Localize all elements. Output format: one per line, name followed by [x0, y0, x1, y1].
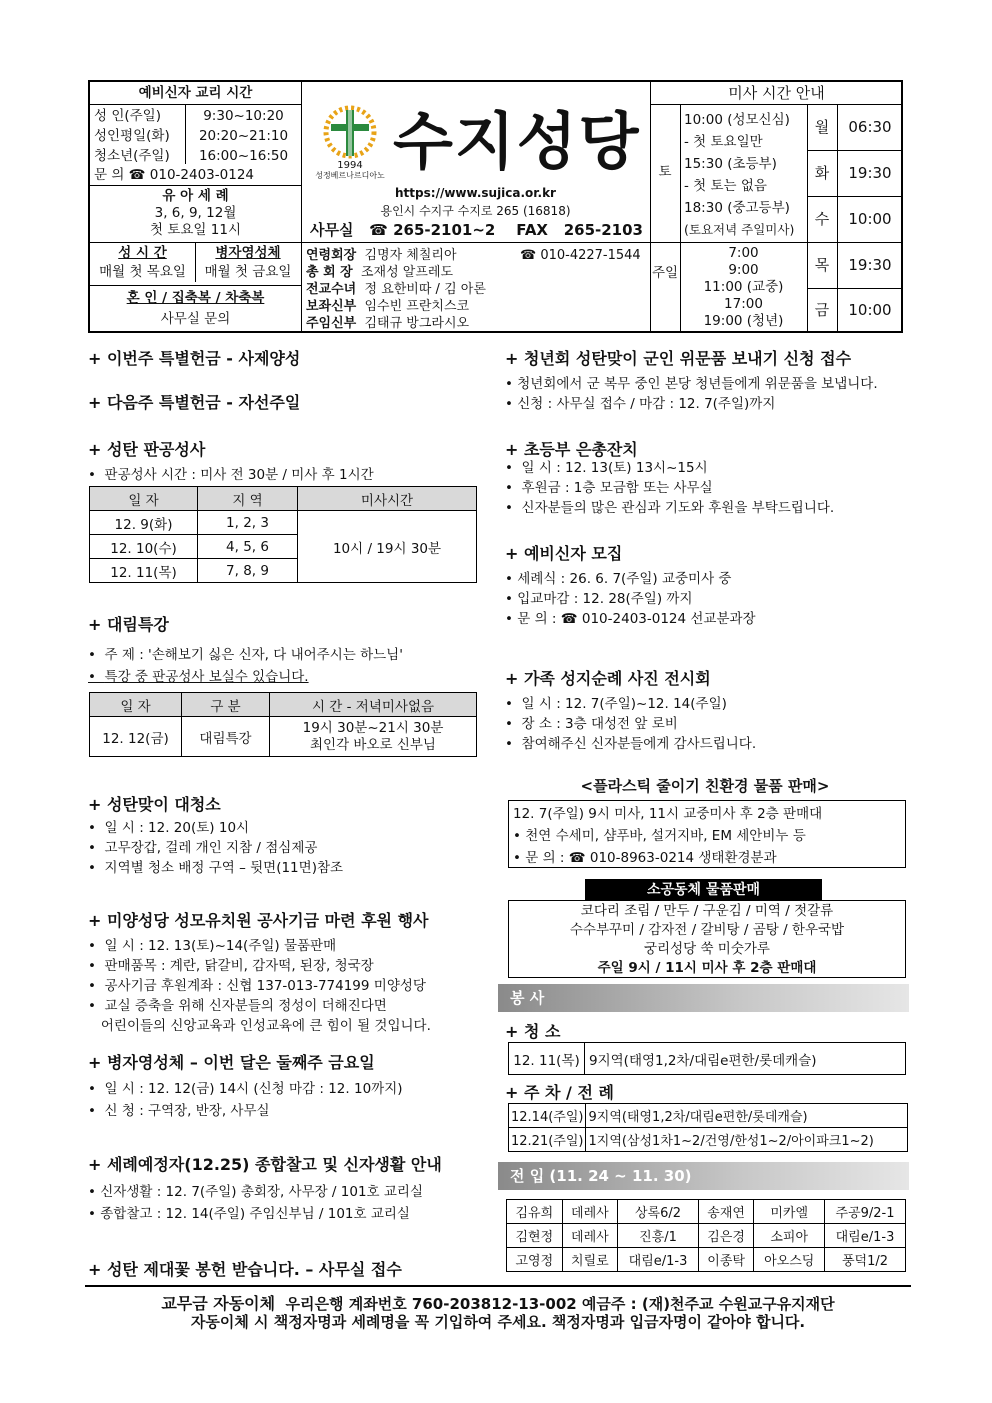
bullet-list — [88, 818, 343, 878]
divider — [90, 285, 301, 286]
table-cell: 대림e/1-3 — [824, 1224, 905, 1248]
phone-icon: ☎ — [520, 248, 541, 263]
parish-url[interactable]: https://www.sujica.or.kr — [395, 186, 556, 200]
catechism-label: 청소년(주일) — [94, 148, 170, 164]
list-item: • 종합찰고 : 12. 14(주일) 주임신부님 / 101호 교리실 — [88, 1206, 410, 1222]
founded-year: 1994 — [337, 160, 363, 171]
saturday-times — [684, 109, 794, 241]
parking-table — [508, 1103, 908, 1152]
staff-role: 총 회 장 — [306, 265, 353, 280]
mass-time: 18:30 (중고등부) — [684, 200, 790, 216]
parish-address: 용인시 수지구 수지로 265 (16818) — [380, 204, 571, 218]
mass-note: - 첫 토는 없음 — [684, 178, 767, 194]
staff-name: 정 요한비따 / 김 아론 — [364, 282, 486, 297]
plastic-line: 12. 7(주일) 9시 미사, 11시 교중미사 후 2층 판매대 — [513, 806, 823, 822]
confession-title: 성 시 간 — [118, 245, 167, 261]
table-cell: 아오스딩 — [754, 1248, 825, 1272]
mass-note: - 첫 토요일만 — [684, 134, 763, 150]
plastic-title: <플라스틱 줄이기 친환경 물품 판매> — [580, 777, 830, 795]
contact-phone: 010-2403-0124 — [149, 167, 255, 183]
catechism-time: 20:20~21:10 — [198, 128, 289, 144]
community-title: 소공동체 물품판매 — [585, 879, 822, 901]
table-cell: 1지역(삼성1차1~2/건영/한성1~2/아이파크1~2) — [586, 1128, 908, 1152]
staff-name: 김태규 방그라시오 — [364, 316, 470, 331]
section-title: + 미양성당 성모유치원 공사기금 마련 후원 행사 — [88, 911, 429, 930]
table-cell: 1, 2, 3 — [198, 511, 298, 535]
community-line: 코다리 조림 / 만두 / 구운김 / 미역 / 젓갈류 — [580, 903, 834, 919]
parish-logo — [315, 104, 385, 184]
section-title: + 다음주 특별헌금 - 자선주일 — [88, 393, 301, 412]
plastic-line: • 문 의 : ☎ 010-8963-0214 생태환경분과 — [513, 850, 777, 866]
list-item: • 장 소 : 3층 대성전 앞 로비 — [505, 716, 678, 732]
divider — [807, 150, 903, 151]
list-item: • 공사기금 후원계좌 : 신협 137-013-774199 미양성당 — [88, 978, 426, 994]
contact-label: 문 의 — [94, 167, 125, 183]
staff-role: 보좌신부 — [306, 299, 357, 314]
bullet-list — [505, 694, 756, 754]
office-phone: 265-2101~2 — [393, 221, 496, 239]
section-title: + 초등부 은총잔치 — [505, 440, 638, 459]
staff-name: 임수빈 프란치스코 — [364, 299, 470, 314]
weekday-label: 금 — [814, 301, 830, 319]
list-item: • 참여해주신 신자분들에게 감사드립니다. — [505, 736, 757, 752]
list-item: 어린이들의 신앙교육과 인성교육에 큰 힘이 될 것입니다. — [100, 1018, 431, 1034]
list-item: • 문 의 : ☎ 010-2403-0124 선교분과장 — [505, 611, 756, 627]
list-item: • 후원금 : 1층 모금함 또는 사무실 — [505, 480, 713, 496]
table-cell: 김현정 — [507, 1224, 563, 1248]
office-contact — [310, 220, 643, 240]
transfer-bar: 전 입 (11. 24 ~ 11. 30) — [498, 1162, 909, 1190]
phone-icon: ☎ — [128, 167, 150, 183]
footer-account: 우리은행 계좌번호 760-203812-13-002 예금주 : (재)천주교 수원교구유지재단 — [285, 1295, 835, 1313]
list-item: • 세례식 : 26. 6. 7(주일) 교중미사 중 — [505, 571, 732, 587]
weekday-time: 19:30 — [848, 256, 892, 274]
catechism-time: 9:30~10:20 — [203, 108, 284, 124]
staff-phone-number: 010-4227-1544 — [540, 248, 641, 263]
mass-time: 17:00 — [724, 296, 763, 312]
footer-line-2: 자동이체 시 책정자명과 세례명을 꼭 기입하여 주세요. 책정자명과 입금자명이 같아야 합니다. — [190, 1313, 806, 1331]
list-item: • 지역별 청소 배정 구역 – 뒷면(11면)참조 — [88, 860, 344, 876]
table-row — [509, 1128, 908, 1152]
bullet-list — [88, 644, 403, 688]
section-title: + 성탄 제대꽃 봉헌 받습니다. – 사무실 접수 — [88, 1260, 402, 1279]
table-cell: 12. 12(금) — [90, 717, 182, 757]
column-header: 일 자 — [90, 487, 198, 511]
weekday-time: 10:00 — [848, 301, 892, 319]
weekday-label: 수 — [814, 210, 830, 228]
divider — [650, 242, 807, 243]
table-cell: 송재연 — [698, 1200, 754, 1224]
catechism-title: 예비신자 교리 시간 — [138, 85, 253, 101]
staff-name: 김명자 체칠리아 — [364, 248, 457, 263]
wedding-title: 혼 인 / 집축복 / 차축복 — [126, 290, 265, 306]
lecture-table — [89, 692, 477, 757]
phone-icon: ☎ — [358, 221, 394, 239]
divider — [90, 185, 301, 186]
sick-communion-title: 병자영성체 — [215, 245, 281, 261]
section-title: + 이번주 특별헌금 - 사제양성 — [88, 349, 301, 368]
infant-baptism-months: 3, 6, 9, 12월 — [154, 205, 237, 221]
plastic-box — [508, 800, 906, 868]
table-cell: 12.14(주일) — [509, 1104, 586, 1128]
catechism-contact — [94, 167, 254, 184]
table-cell: 데레사 — [562, 1224, 618, 1248]
fax-number: 265-2103 — [563, 221, 643, 239]
table-cell: 대림e/1-3 — [618, 1248, 699, 1272]
confession-when: 매월 첫 목요일 — [99, 264, 186, 280]
list-item: • 주 제 : '손해보기 싫은 신자, 다 내어주시는 하느님' — [88, 647, 403, 663]
list-item: • 신 청 : 구역장, 반장, 사무실 — [88, 1103, 270, 1119]
divider — [301, 242, 650, 243]
community-box — [508, 900, 906, 978]
community-line: 궁리성당 쑥 미숫가루 — [644, 941, 770, 957]
section-title: + 병자영성체 – 이번 달은 둘째주 금요일 — [88, 1053, 375, 1072]
table-cell: 10시 / 19시 30분 — [298, 511, 477, 583]
community-line: 수수부꾸미 / 감자전 / 갈비탕 / 곰탕 / 한우국밥 — [569, 922, 845, 938]
list-item: • 신자생활 : 12. 7(주일) 총회장, 사무장 / 101호 교리실 — [88, 1184, 423, 1200]
list-item: • 신자분들의 많은 관심과 기도와 후원을 부탁드립니다. — [505, 500, 835, 516]
bullet-list — [505, 569, 756, 629]
community-line: 주일 9시 / 11시 미사 후 2층 판매대 — [597, 960, 817, 976]
mass-note: (토요저녁 주일미사) — [684, 222, 795, 237]
list-item: • 판공성사 시간 : 미사 전 30분 / 미사 후 1시간 — [88, 467, 374, 483]
lecture-speaker: 최인각 바오로 신부님 — [310, 736, 436, 753]
list-item: • 일 시 : 12. 13(토)~14(주일) 물품판매 — [88, 938, 337, 954]
staff-role: 연령회장 — [306, 248, 357, 263]
table-cell: 데레사 — [562, 1200, 618, 1224]
table-cell: 9지역(태영1,2차/대림e편한/롯데캐슬) — [585, 1043, 906, 1075]
infant-baptism-when: 첫 토요일 11시 — [150, 222, 241, 238]
list-item: • 일 시 : 12. 7(주일)~12. 14(주일) — [505, 696, 727, 712]
patron-name: 성정베르나르디아노 — [315, 171, 385, 180]
table-row — [509, 1104, 908, 1128]
sick-communion-when: 매월 첫 금요일 — [204, 264, 292, 280]
staff-list — [306, 247, 486, 332]
table-cell: 12. 11(목) — [509, 1043, 585, 1075]
list-item: • 교실 증축을 위해 신자분들의 정성이 더해진다면 — [88, 998, 387, 1014]
fax-label: FAX — [516, 221, 548, 239]
header-box — [88, 80, 903, 333]
table-cell: 9지역(태영1,2차/대림e편한/롯데캐슬) — [586, 1104, 908, 1128]
section-title: + 대림특강 — [88, 615, 169, 634]
lecture-time: 19시 30분~21시 30분 — [302, 719, 444, 736]
bullet-list — [505, 458, 834, 518]
table-cell: 김은경 — [698, 1224, 754, 1248]
plastic-line: • 천연 수세미, 샴푸바, 설거지바, EM 세안비누 등 — [513, 828, 806, 844]
table-row — [507, 1224, 906, 1248]
bullet-list — [88, 1181, 423, 1225]
column-header: 구 분 — [182, 693, 270, 717]
cross-icon — [315, 104, 385, 164]
table-row — [507, 1248, 906, 1272]
table-cell: 4, 5, 6 — [198, 535, 298, 559]
divider — [650, 104, 903, 105]
section-title: + 청 소 — [505, 1022, 561, 1041]
weekday-label: 화 — [814, 164, 830, 182]
section-title: + 청년회 성탄맞이 군인 위문품 보내기 신청 접수 — [505, 349, 852, 368]
table-cell: 진흥/1 — [618, 1224, 699, 1248]
section-title: + 주 차 / 전 례 — [505, 1083, 614, 1102]
mass-time: 10:00 (성모신심) — [684, 112, 790, 128]
divider — [807, 242, 903, 243]
confession-table — [89, 486, 477, 583]
section-title: + 성탄맞이 대청소 — [88, 795, 221, 814]
weekday-label: 목 — [814, 256, 830, 274]
catechism-label: 성인평일(화) — [94, 128, 170, 144]
staff-name: 조재성 알프레도 — [361, 265, 454, 280]
table-cell: 고영정 — [507, 1248, 563, 1272]
catechism-time: 16:00~16:50 — [198, 148, 289, 164]
table-cell: 이종탁 — [698, 1248, 754, 1272]
staff-role: 전교수녀 — [306, 282, 357, 297]
mass-title: 미사 시간 안내 — [728, 84, 825, 102]
mass-time: 19:00 (청년) — [703, 313, 784, 329]
list-item: • 특강 중 판공성사 보실수 있습니다. — [88, 669, 309, 685]
weekday-label: 월 — [814, 118, 830, 136]
list-item: • 고무장갑, 걸레 개인 지참 / 점심제공 — [88, 840, 318, 856]
section-title: + 세례예정자(12.25) 종합찰고 및 신자생활 안내 — [88, 1155, 442, 1174]
cleaning-table — [508, 1042, 906, 1075]
footer-title: 교무금 자동이체 — [161, 1294, 276, 1313]
table-cell — [270, 717, 477, 757]
staff-phone — [520, 247, 641, 264]
table-cell: 12.21(주일) — [509, 1128, 586, 1152]
table-row — [509, 1043, 906, 1075]
table-cell: 소피아 — [754, 1224, 825, 1248]
service-bar: 봉 사 — [498, 984, 909, 1012]
infant-baptism-title: 유 아 세 례 — [162, 188, 229, 204]
table-row — [90, 717, 477, 757]
table-cell: 12. 9(화) — [90, 511, 198, 535]
mass-time: 7:00 — [728, 245, 759, 261]
footer-line-1 — [85, 1294, 911, 1314]
table-cell: 12. 11(목) — [90, 559, 198, 583]
parish-name: 수지성당 — [393, 105, 641, 178]
column-header: 시 간 - 저녁미사없음 — [270, 693, 477, 717]
table-cell: 대림특강 — [182, 717, 270, 757]
column-header: 일 자 — [90, 693, 182, 717]
mass-time: 15:30 (초등부) — [684, 156, 777, 172]
table-cell: 12. 10(수) — [90, 535, 198, 559]
table-cell: 상록6/2 — [618, 1200, 699, 1224]
mass-time: 11:00 (교중) — [703, 279, 784, 295]
bullet-list — [88, 465, 374, 485]
weekday-time: 19:30 — [848, 164, 892, 182]
table-cell: 미카엘 — [754, 1200, 825, 1224]
list-item: • 일 시 : 12. 12(금) 14시 (신청 마감 : 12. 10까지) — [88, 1081, 403, 1097]
table-row — [507, 1200, 906, 1224]
bullet-list — [88, 936, 431, 1036]
bullet-list — [88, 1078, 403, 1122]
section-title: + 예비신자 모집 — [505, 544, 623, 563]
transfer-table — [506, 1199, 906, 1272]
divider — [650, 82, 651, 333]
wedding-when: 사무실 문의 — [160, 311, 231, 327]
list-item: • 판매품목 : 계란, 닭갈비, 감자떡, 된장, 청국장 — [88, 958, 374, 974]
office-label: 사무실 — [310, 221, 354, 239]
sunday-times — [680, 245, 807, 330]
table-cell: 풍덕1/2 — [824, 1248, 905, 1272]
divider — [90, 104, 301, 105]
footer-divider — [85, 1285, 911, 1287]
table-cell: 김유희 — [507, 1200, 563, 1224]
list-item: • 일 시 : 12. 20(토) 10시 — [88, 820, 250, 836]
staff-role: 주임신부 — [306, 316, 357, 331]
column-header: 미사시간 — [298, 487, 477, 511]
divider — [807, 288, 903, 289]
mass-saturday-label: 토 — [658, 164, 672, 180]
community-lines — [509, 902, 905, 978]
weekday-time: 10:00 — [848, 210, 892, 228]
column-header: 지 역 — [198, 487, 298, 511]
list-item: • 신청 : 사무실 접수 / 마감 : 12. 7(주일)까지 — [505, 396, 776, 412]
mass-sunday-label: 주일 — [651, 265, 679, 281]
section-title: + 가족 성지순례 사진 전시회 — [505, 669, 711, 688]
catechism-label: 성 인(주일) — [94, 108, 161, 124]
section-title: + 성탄 판공성사 — [88, 440, 206, 459]
plastic-lines — [513, 803, 822, 869]
table-row — [90, 511, 477, 535]
list-item: • 일 시 : 12. 13(토) 13시~15시 — [505, 460, 708, 476]
list-item: • 입교마감 : 12. 28(주일) 까지 — [505, 591, 693, 607]
divider — [807, 196, 903, 197]
table-cell: 주공9/2-1 — [824, 1200, 905, 1224]
table-cell: 치릴로 — [562, 1248, 618, 1272]
mass-time: 9:00 — [728, 262, 759, 278]
bullet-list — [505, 374, 878, 414]
table-cell: 7, 8, 9 — [198, 559, 298, 583]
weekday-time: 06:30 — [848, 118, 892, 136]
divider — [90, 242, 301, 243]
list-item: • 청년회에서 군 복무 중인 본당 청년들에게 위문품을 보냅니다. — [505, 376, 878, 392]
